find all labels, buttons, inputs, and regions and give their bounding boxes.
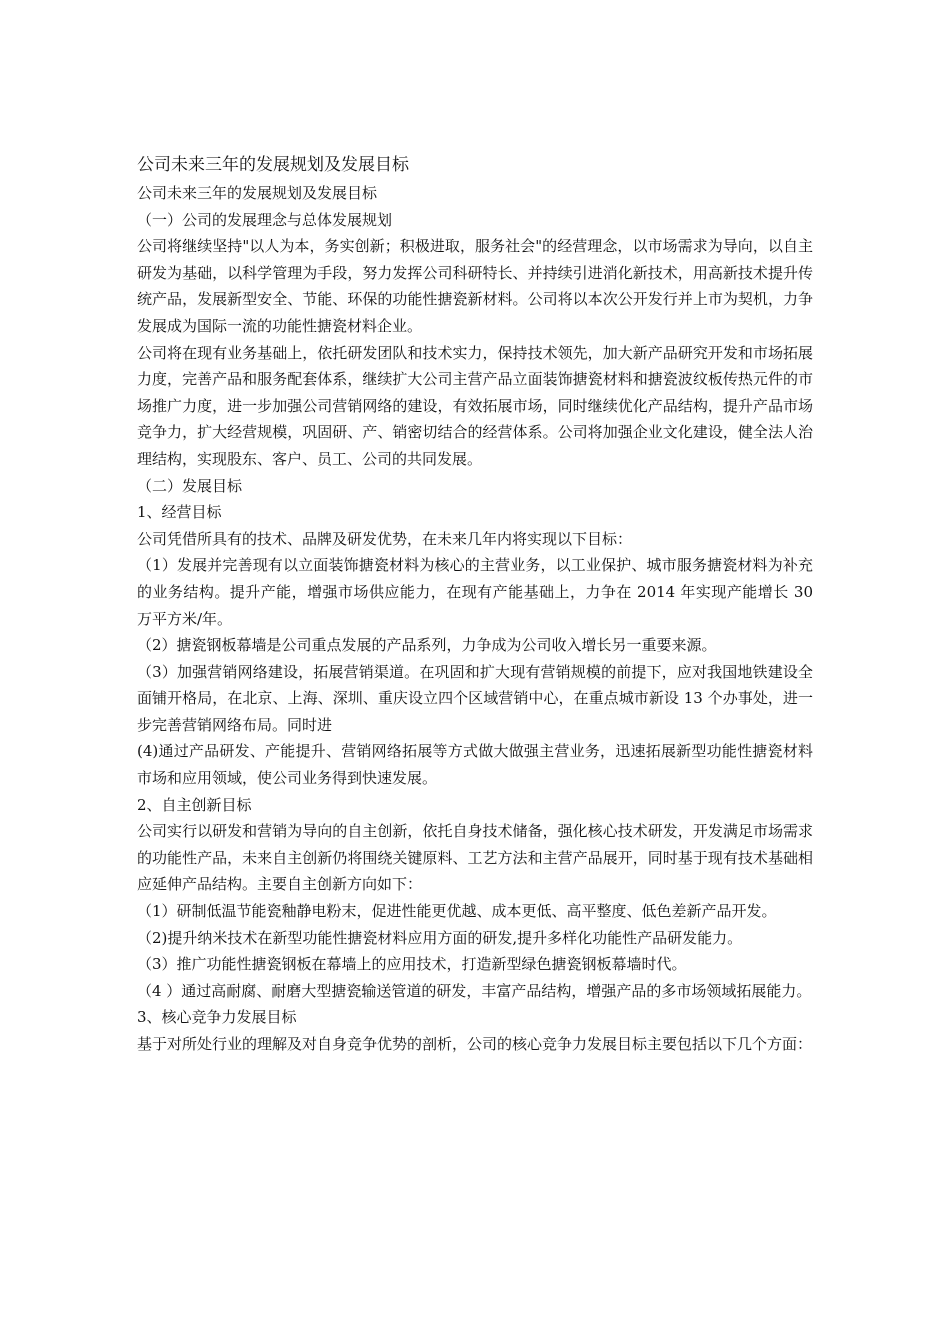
list-item: (4)通过产品研发、产能提升、营销网络拓展等方式做大做强主营业务，迅速拓展新型功能性搪瓷材料市场和应用领域，使公司业务得到快速发展。 (137, 742, 813, 788)
subtitle-paragraph: 公司未来三年的发展规划及发展目标 (137, 184, 378, 202)
section-heading-philosophy: （一）公司的发展理念与总体发展规划 (137, 210, 393, 229)
body-paragraph: 基于对所处行业的理解及对自身竞争优势的剖析，公司的核心竞争力发展目标主要包括以下几个方面： (137, 1035, 813, 1053)
body-paragraph: 公司将在现有业务基础上，依托研发团队和技术实力，保持技术领先，加大新产品研究开发和市场拓展力度，完善产品和服务配套体系，继续扩大公司主营产品立面装饰搪瓷材料和搪瓷波纹板传热元件的市场推广力度，进一步加强公司营销网络的建设，有效拓展市场，同时继续优化产品结构，提升产品市场竞争力，扩大经营规模，巩固研、产、销密切结合的经营体系。公司将加强企业文化建设，健全法人治理结构，实现股东、客户、员工、公司的共同发展。 (137, 343, 813, 468)
list-item: （1）发展并完善现有以立面装饰搪瓷材料为核心的主营业务，以工业保护、城市服务搪瓷材料为补充的业务结构。提升产能，增强市场供应能力，在现有产能基础上，力争在 2014 年实现产能增长 30 万平方米/年。 (137, 556, 813, 628)
list-item: （3）加强营销网络建设，拓展营销渠道。在巩固和扩大现有营销规模的前提下，应对我国地铁建设全面铺开格局，在北京、上海、深圳、重庆设立四个区域营销中心，在重点城市新设 13 个办事处，进一步完善营销网络布局。同时进 (137, 662, 813, 734)
body-paragraph: 公司将继续坚持"以人为本，务实创新；积极进取，服务社会"的经营理念，以市场需求为导向，以自主研发为基础，以科学管理为手段，努力发挥公司科研特长、并持续引进消化新技术，用高新技术提升传统产品，发展新型安全、节能、环保的功能性搪瓷新材料。公司将以本次公开发行并上市为契机，力争发展成为国际一流的功能性搪瓷材料企业。 (137, 237, 813, 335)
list-item: （2)提升纳米技术在新型功能性搪瓷材料应用方面的研发,提升多样化功能性产品研发能力。 (137, 928, 743, 947)
body-paragraph: 公司实行以研发和营销为导向的自主创新，依托自身技术储备，强化核心技术研发，开发满足市场需求的功能性产品，未来自主创新仍将围绕关键原料、工艺方法和主营产品展开，同时基于现有技术基础相应延伸产品结构。主要自主创新方向如下： (137, 822, 813, 894)
subheading-innovation-goals: 2、自主创新目标 (137, 795, 252, 814)
subheading-business-goals: 1、经营目标 (137, 503, 222, 522)
list-item: （1）研制低温节能瓷釉静电粉末，促进性能更优越、成本更低、高平整度、低色差新产品开发。 (137, 902, 777, 921)
section-heading-goals: （二）发展目标 (137, 476, 243, 495)
document-body (137, 150, 813, 1058)
list-item: （4 ）通过高耐腐、耐磨大型搪瓷输送管道的研发，丰富产品结构，增强产品的多市场领域拓展能力。 (137, 981, 812, 1000)
list-item: （3）推广功能性搪瓷钢板在幕墙上的应用技术，打造新型绿色搪瓷钢板幕墙时代。 (137, 955, 687, 974)
subheading-competitiveness-goals: 3、核心竞争力发展目标 (137, 1008, 297, 1027)
document-title: 公司未来三年的发展规划及发展目标 (137, 155, 409, 175)
body-paragraph: 公司凭借所具有的技术、品牌及研发优势，在未来几年内将实现以下目标： (137, 529, 633, 548)
list-item: （2）搪瓷钢板幕墙是公司重点发展的产品系列，力争成为公司收入增长另一重要来源。 (137, 636, 717, 655)
